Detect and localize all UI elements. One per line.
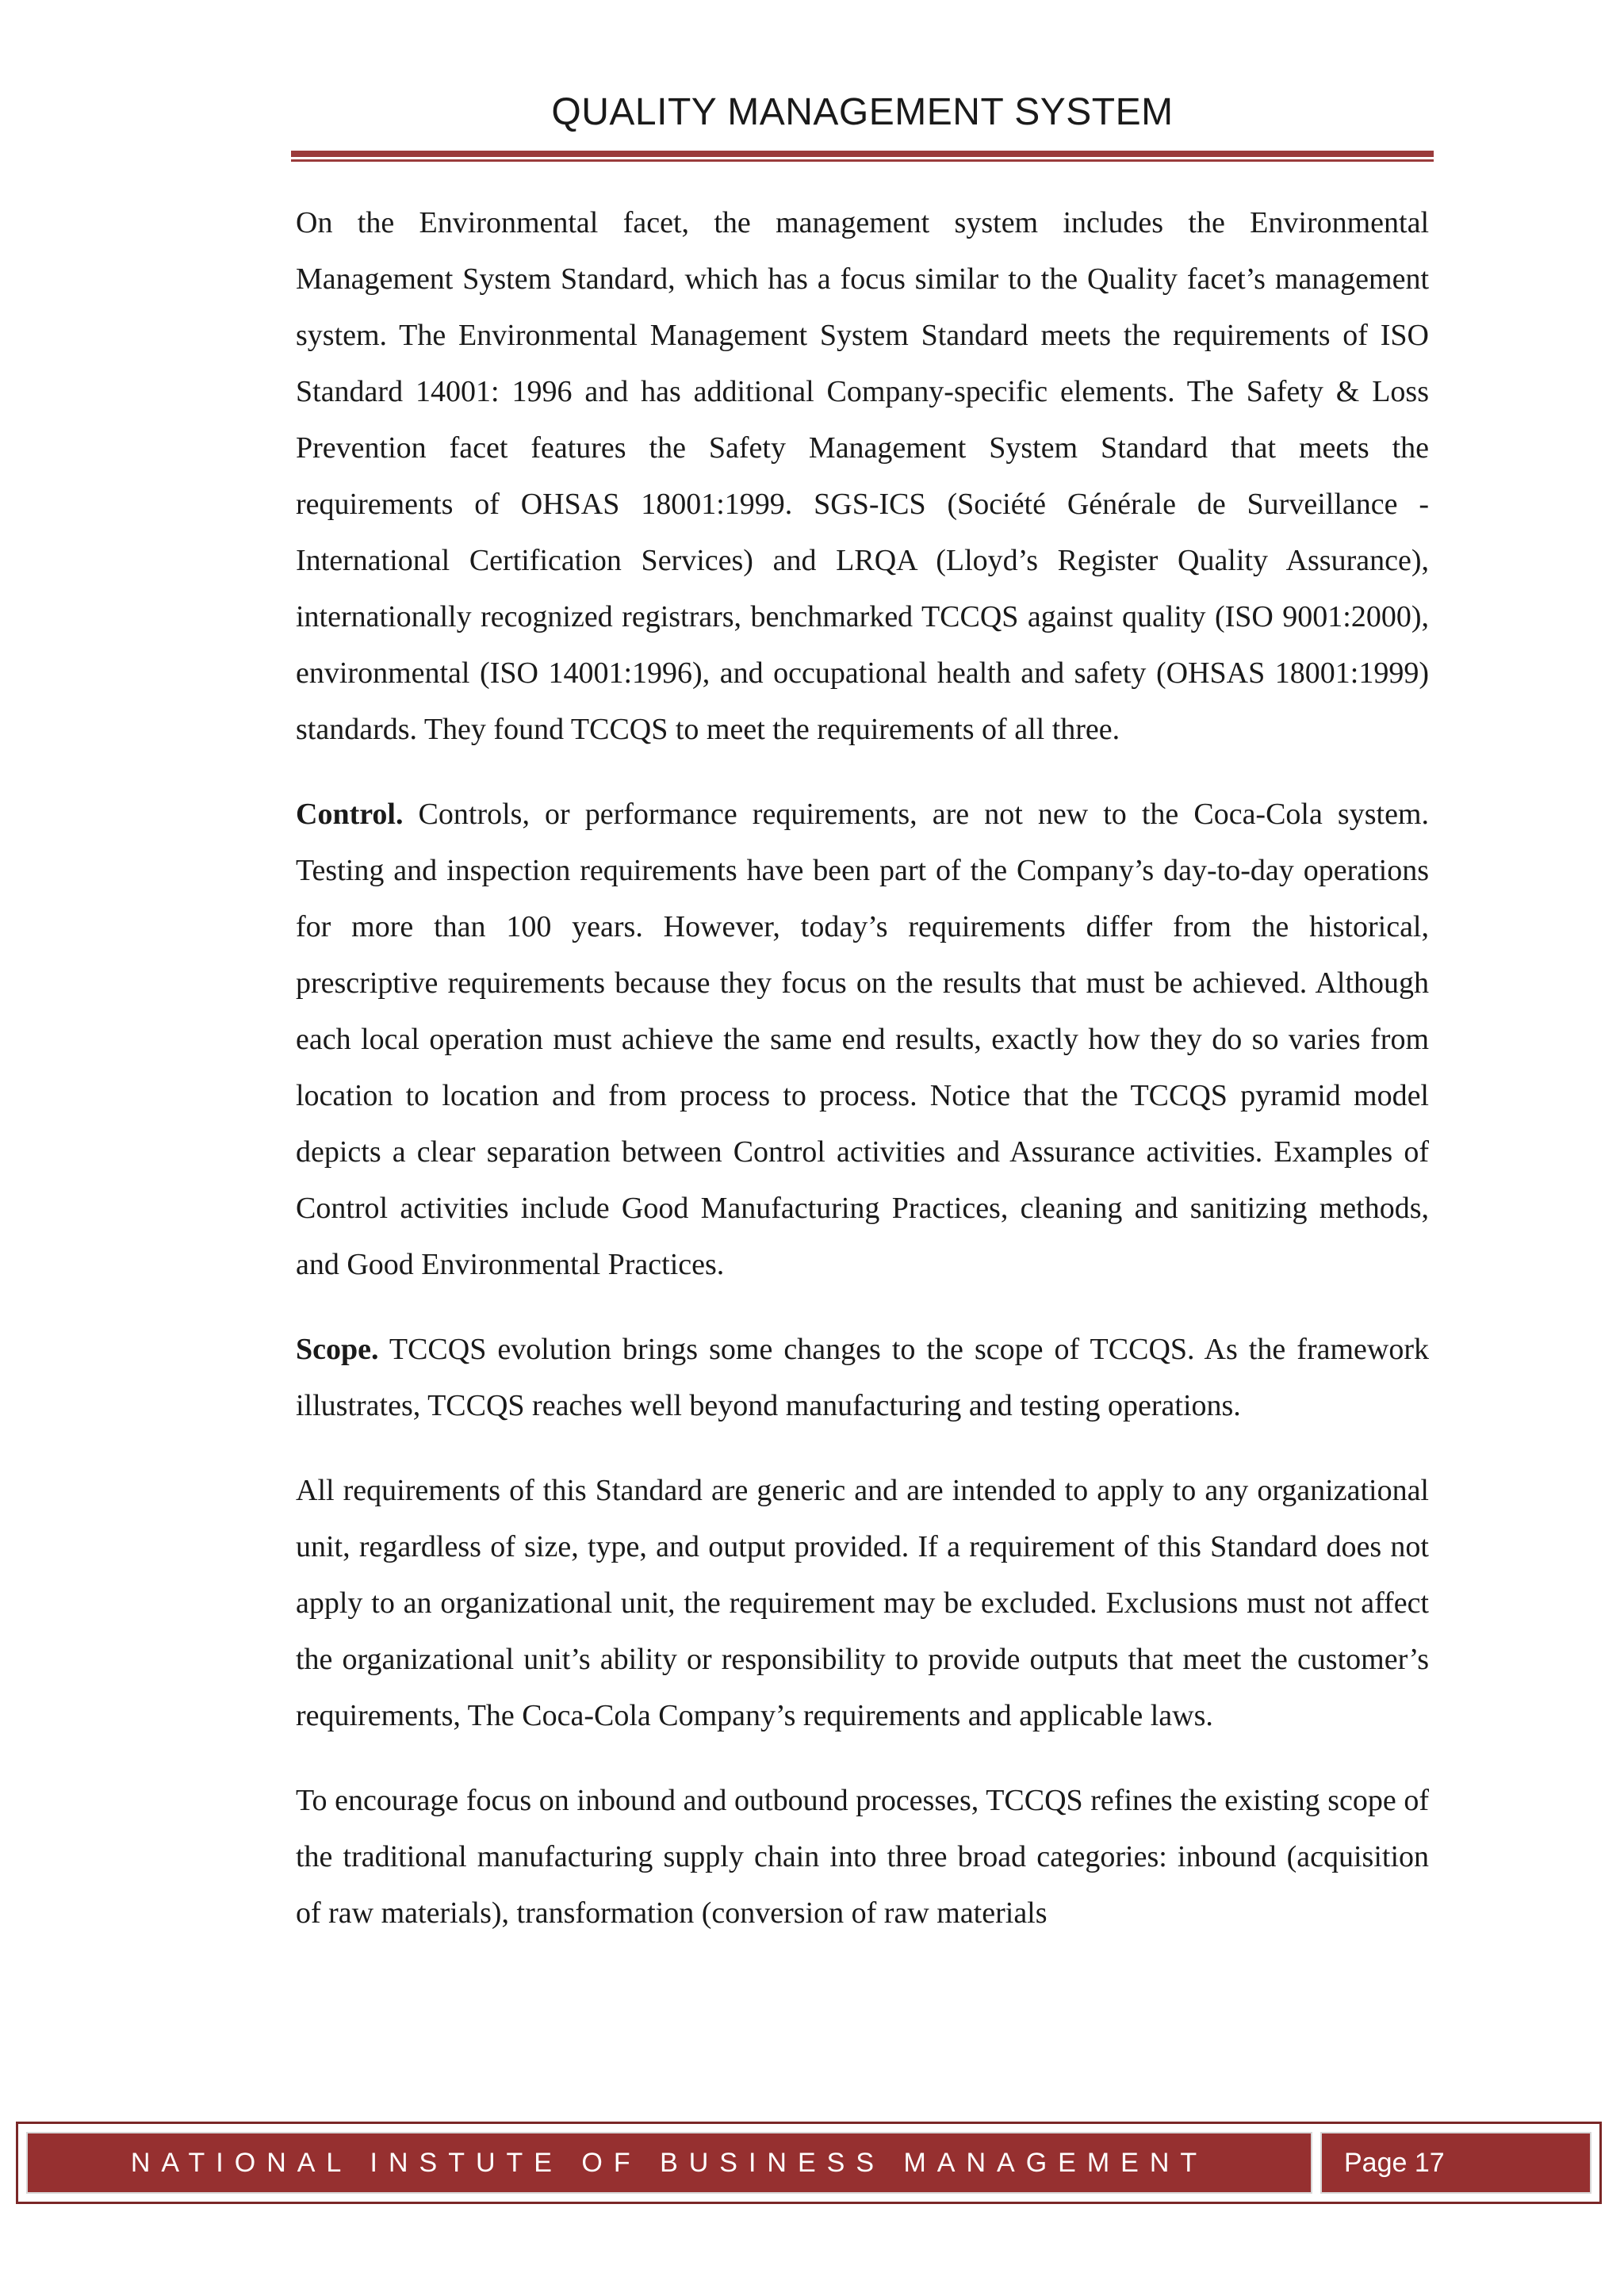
page-number: Page 17 — [1344, 2147, 1445, 2178]
paragraph-text: On the Environmental facet, the management system includes the Environmental Management System Standard, which has a focus similar to the Quality facet’s management system. The Environmental Management System Standard meets the requirements of ISO Standard 14001: 1996 and has additional Company-specific elements. The Safety & Loss Prevention facet features the Safety Management System Standard that meets the requirements of OHSAS 18001:1999. SGS-ICS (Société Générale de Surveillance - International Certification Services) and LRQA (Lloyd’s Register Quality Assurance), internationally recognized registrars, benchmarked TCCQS against quality (ISO 9001:2000), environmental (ISO 14001:1996), and occupational health and safety (OHSAS 18001:1999) standards. They found TCCQS to meet the requirements of all three. — [296, 206, 1429, 746]
paragraph-text: TCCQS evolution brings some changes to the scope of TCCQS. As the framework illustrates, TCCQS reaches well beyond manufacturing and testing operations. — [296, 1333, 1429, 1422]
paragraph-environmental — [296, 195, 1429, 758]
paragraph-text: Controls, or performance requirements, are not new to the Coca-Cola system. Testing and inspection requirements have been part of the Company’s day-to-day operations for more than 100 years. However, today’s requirements differ from the historical, prescriptive requirements because they focus on the results that must be achieved. Although each local operation must achieve the same end results, exactly how they do so varies from location to location and from process to process. Notice that the TCCQS pyramid model depicts a clear separation between Control activities and Assurance activities. Examples of Control activities include Good Manufacturing Practices, cleaning and sanitizing methods, and Good Environmental Practices. — [296, 798, 1429, 1281]
paragraph-requirements — [296, 1463, 1429, 1744]
body-text — [296, 195, 1429, 1970]
footer-page-box — [1320, 2132, 1591, 2194]
paragraph-scope — [296, 1322, 1429, 1434]
page-title: QUALITY MANAGEMENT SYSTEM — [551, 91, 1174, 133]
footer-institute-box — [26, 2132, 1312, 2194]
header-rule — [291, 151, 1434, 157]
footer-institute-name: NATIONAL INSTUTE OF BUSINESS MANAGEMENT — [130, 2147, 1208, 2178]
paragraph-lead: Scope. — [296, 1333, 379, 1366]
header-rule-thin — [291, 159, 1434, 162]
paragraph-inbound — [296, 1773, 1429, 1942]
paragraph-text: All requirements of this Standard are generic and are intended to apply to any organizational unit, regardless of size, type, and output provided. If a requirement of this Standard does not apply to an organizational unit, the requirement may be excluded. Exclusions must not affect the organizational unit’s ability or responsibility to provide outputs that meet the customer’s requirements, The Coca-Cola Company’s requirements and applicable laws. — [296, 1474, 1429, 1732]
paragraph-text: To encourage focus on inbound and outbound processes, TCCQS refines the existing scope of the traditional manufacturing supply chain into three broad categories: inbound (acquisition of raw materials), transformation (conversion of raw materials — [296, 1784, 1429, 1930]
page-footer — [16, 2122, 1602, 2204]
paragraph-control — [296, 786, 1429, 1293]
paragraph-lead: Control. — [296, 798, 404, 831]
